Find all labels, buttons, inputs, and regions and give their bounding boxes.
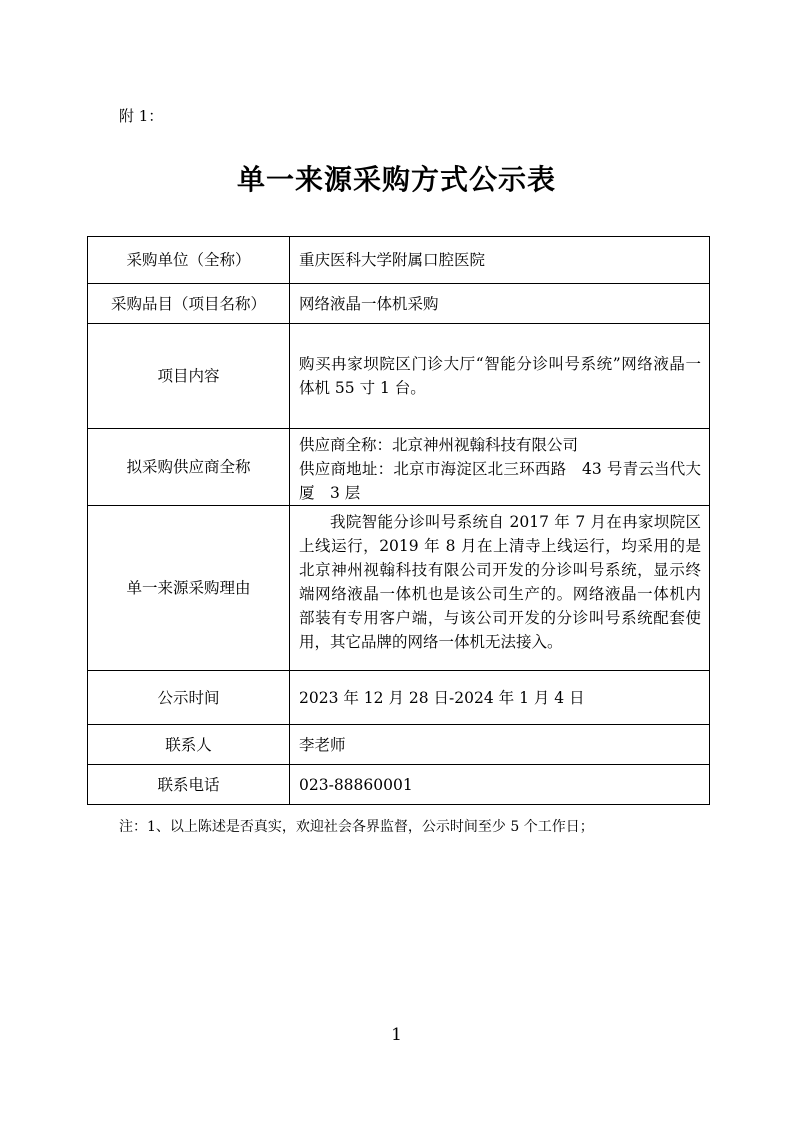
- row-label: 单一来源采购理由: [88, 506, 290, 671]
- row-value: 023-88860001: [290, 765, 710, 805]
- row-label: 联系电话: [88, 765, 290, 805]
- table-row: [88, 671, 710, 725]
- table-row: [88, 237, 710, 284]
- table-row: [88, 506, 710, 671]
- supplier-name-line: 供应商全称：北京神州视翰科技有限公司: [299, 436, 579, 454]
- row-label: 拟采购供应商全称: [88, 429, 290, 506]
- row-value: 重庆医科大学附属口腔医院: [290, 237, 710, 284]
- procurement-table: [87, 236, 710, 805]
- row-value: [290, 429, 710, 506]
- table-row: [88, 324, 710, 429]
- row-value: 2023 年 12 月 28 日-2024 年 1 月 4 日: [290, 671, 710, 725]
- table-row: [88, 765, 710, 805]
- page-number: 1: [391, 1025, 402, 1045]
- table-row: [88, 284, 710, 324]
- row-value: [290, 506, 710, 671]
- row-label: 联系人: [88, 725, 290, 765]
- project-content-text: 购买冉家坝院区门诊大厅“智能分诊叫号系统”网络液晶一体机 55 寸 1 台。: [299, 355, 701, 397]
- row-value: [290, 324, 710, 429]
- row-label: 项目内容: [88, 324, 290, 429]
- supplier-address-line: 供应商地址：北京市海淀区北三环西路 43 号青云当代大厦 3 层: [299, 460, 701, 502]
- row-label: 采购品目（项目名称）: [88, 284, 290, 324]
- row-label: 采购单位（全称）: [88, 237, 290, 284]
- row-value: 网络液晶一体机采购: [290, 284, 710, 324]
- sole-source-reason-text: 我院智能分诊叫号系统自 2017 年 7 月在冉家坝院区上线运行，2019 年 8 月在上清寺上线运行，均采用的是北京神州视翰科技有限公司开发的分诊叫号系统，显示终端网络液晶一体机也是该公司生产的。网络液晶一体机内部装有专用客户端，与该公司开发的分诊叫号系统配套使用，其它品牌的网络一体机无法接入。: [299, 513, 701, 651]
- row-value: 李老师: [290, 725, 710, 765]
- attachment-label: 附 1：: [119, 107, 164, 125]
- table-row: [88, 725, 710, 765]
- footnote: 注：1、以上陈述是否真实，欢迎社会各界监督，公示时间至少 5 个工作日；: [119, 819, 594, 835]
- table-row: [88, 429, 710, 506]
- row-label: 公示时间: [88, 671, 290, 725]
- page-title: 单一来源采购方式公示表: [236, 163, 556, 196]
